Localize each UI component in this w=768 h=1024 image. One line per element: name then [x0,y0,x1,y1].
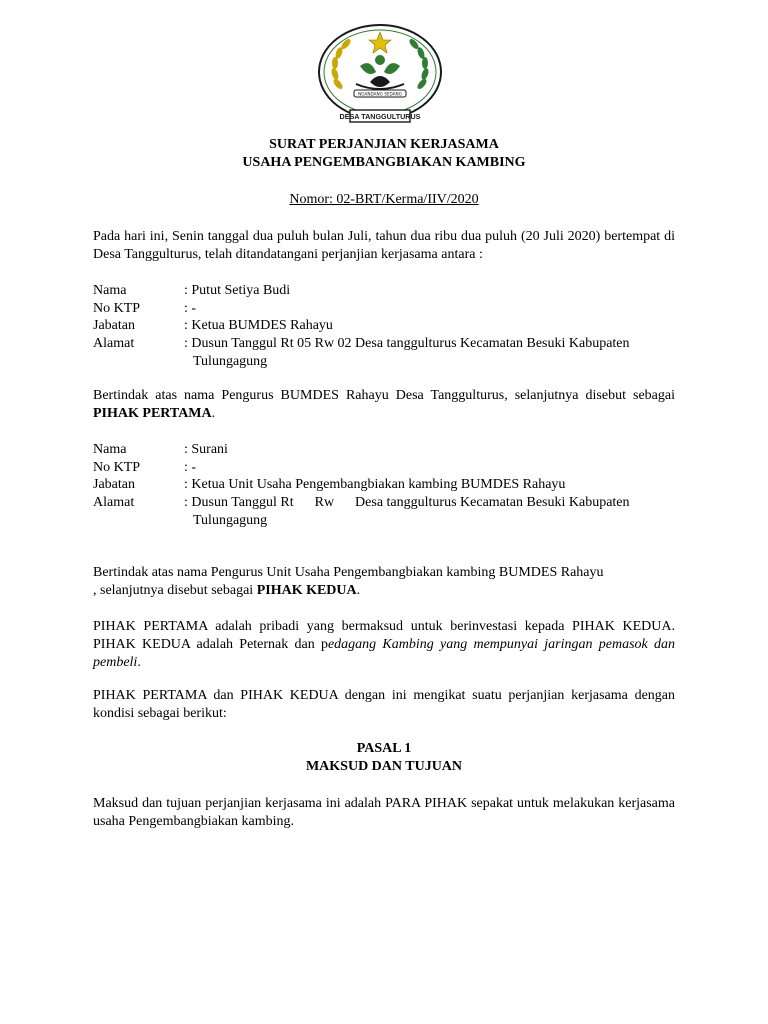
emblem-banner-text: DESA TANGGULTURUS [339,112,421,121]
investment-paragraph [93,618,675,672]
party2-jabatan-value: : Ketua Unit Usaha Pengembangbiakan kambing BUMDES Rahayu [184,477,566,492]
party2-ktp-value: : - [184,460,197,475]
pasal1-heading: MAKSUD DAN TUJUAN [305,759,463,774]
investment-text: PIHAK PERTAMA adalah pribadi yang bermaksud untuk berinvestasi kepada PIHAK KEDUA. PIHAK KEDUA adalah Peternak dan p [93,619,675,652]
party1-nama-label: Nama [93,283,127,298]
investment-italic-text: edagang Kambing yang mempunyai jaringan pemasok dan pembeli [93,637,675,670]
emblem-ribbon-text: NGANDANG SEDANG [358,91,402,97]
village-emblem-logo [316,22,444,130]
party1-designation-end: . [211,406,216,421]
pasal1-number: PASAL 1 [356,741,412,756]
party1-nama-value: : Putut Setiya Budi [184,283,291,298]
party2-alamat-row [93,494,683,530]
document-title-line1: SURAT PERJANJIAN KERJASAMA [269,137,499,152]
party2-alamat-value-line2: Tulungagung [193,513,268,528]
party2-jabatan-label: Jabatan [93,477,135,492]
party2-designation: PIHAK KEDUA [256,583,357,598]
party2-designation-end: . [356,583,361,598]
party1-designation: PIHAK PERTAMA [93,406,212,421]
party2-nama-label: Nama [93,442,127,457]
party2-ktp-label: No KTP [93,460,141,475]
party2-nama-value: : Surani [184,442,228,457]
party1-statement [93,387,675,423]
party2-statement-line2 [93,582,683,600]
party1-statement-text: Bertindak atas nama Pengurus BUMDES Rahayu Desa Tanggulturus, selanjutnya disebut sebagai [93,388,675,403]
party1-alamat-row [93,335,683,371]
party1-alamat-value-line2: Tulungagung [193,354,268,369]
party1-ktp-label: No KTP [93,301,141,316]
pasal1-body: Maksud dan tujuan perjanjian kerjasama ini adalah PARA PIHAK sepakat untuk melakukan kerjasama usaha Pengembangbiakan kambing. [93,796,675,829]
party2-statement-text: , selanjutnya disebut sebagai [93,583,257,598]
party1-alamat-label: Alamat [93,336,135,351]
party2-statement-line1: Bertindak atas nama Pengurus Unit Usaha Pengembangbiakan kambing BUMDES Rahayu [93,565,604,580]
document-number: Nomor: 02-BRT/Kerma/IIV/2020 [289,192,479,207]
party1-jabatan-value: : Ketua BUMDES Rahayu [184,318,333,333]
party1-alamat-value: : Dusun Tanggul Rt 05 Rw 02 Desa tanggulturus Kecamatan Besuki Kabupaten [184,336,630,351]
party2-alamat-value: : Dusun Tanggul Rt Rw Desa tanggulturus Kecamatan Besuki Kabupaten [184,495,630,510]
party1-jabatan-label: Jabatan [93,318,135,333]
party2-alamat-label: Alamat [93,495,135,510]
investment-text-end: . [137,655,141,670]
document-title-line2: USAHA PENGEMBANGBIAKAN KAMBING [242,155,526,170]
intro-paragraph: Pada hari ini, Senin tanggal dua puluh bulan Juli, tahun dua ribu dua puluh (20 Juli 2020) bertempat di Desa Tanggulturus, telah ditandatangani perjanjian kerjasama antara : [93,229,675,262]
party1-ktp-value: : - [184,301,197,316]
emblem-icon [316,22,444,130]
agreement-paragraph: PIHAK PERTAMA dan PIHAK KEDUA dengan ini mengikat suatu perjanjian kerjasama dengan kondisi sebagai berikut: [93,688,675,721]
